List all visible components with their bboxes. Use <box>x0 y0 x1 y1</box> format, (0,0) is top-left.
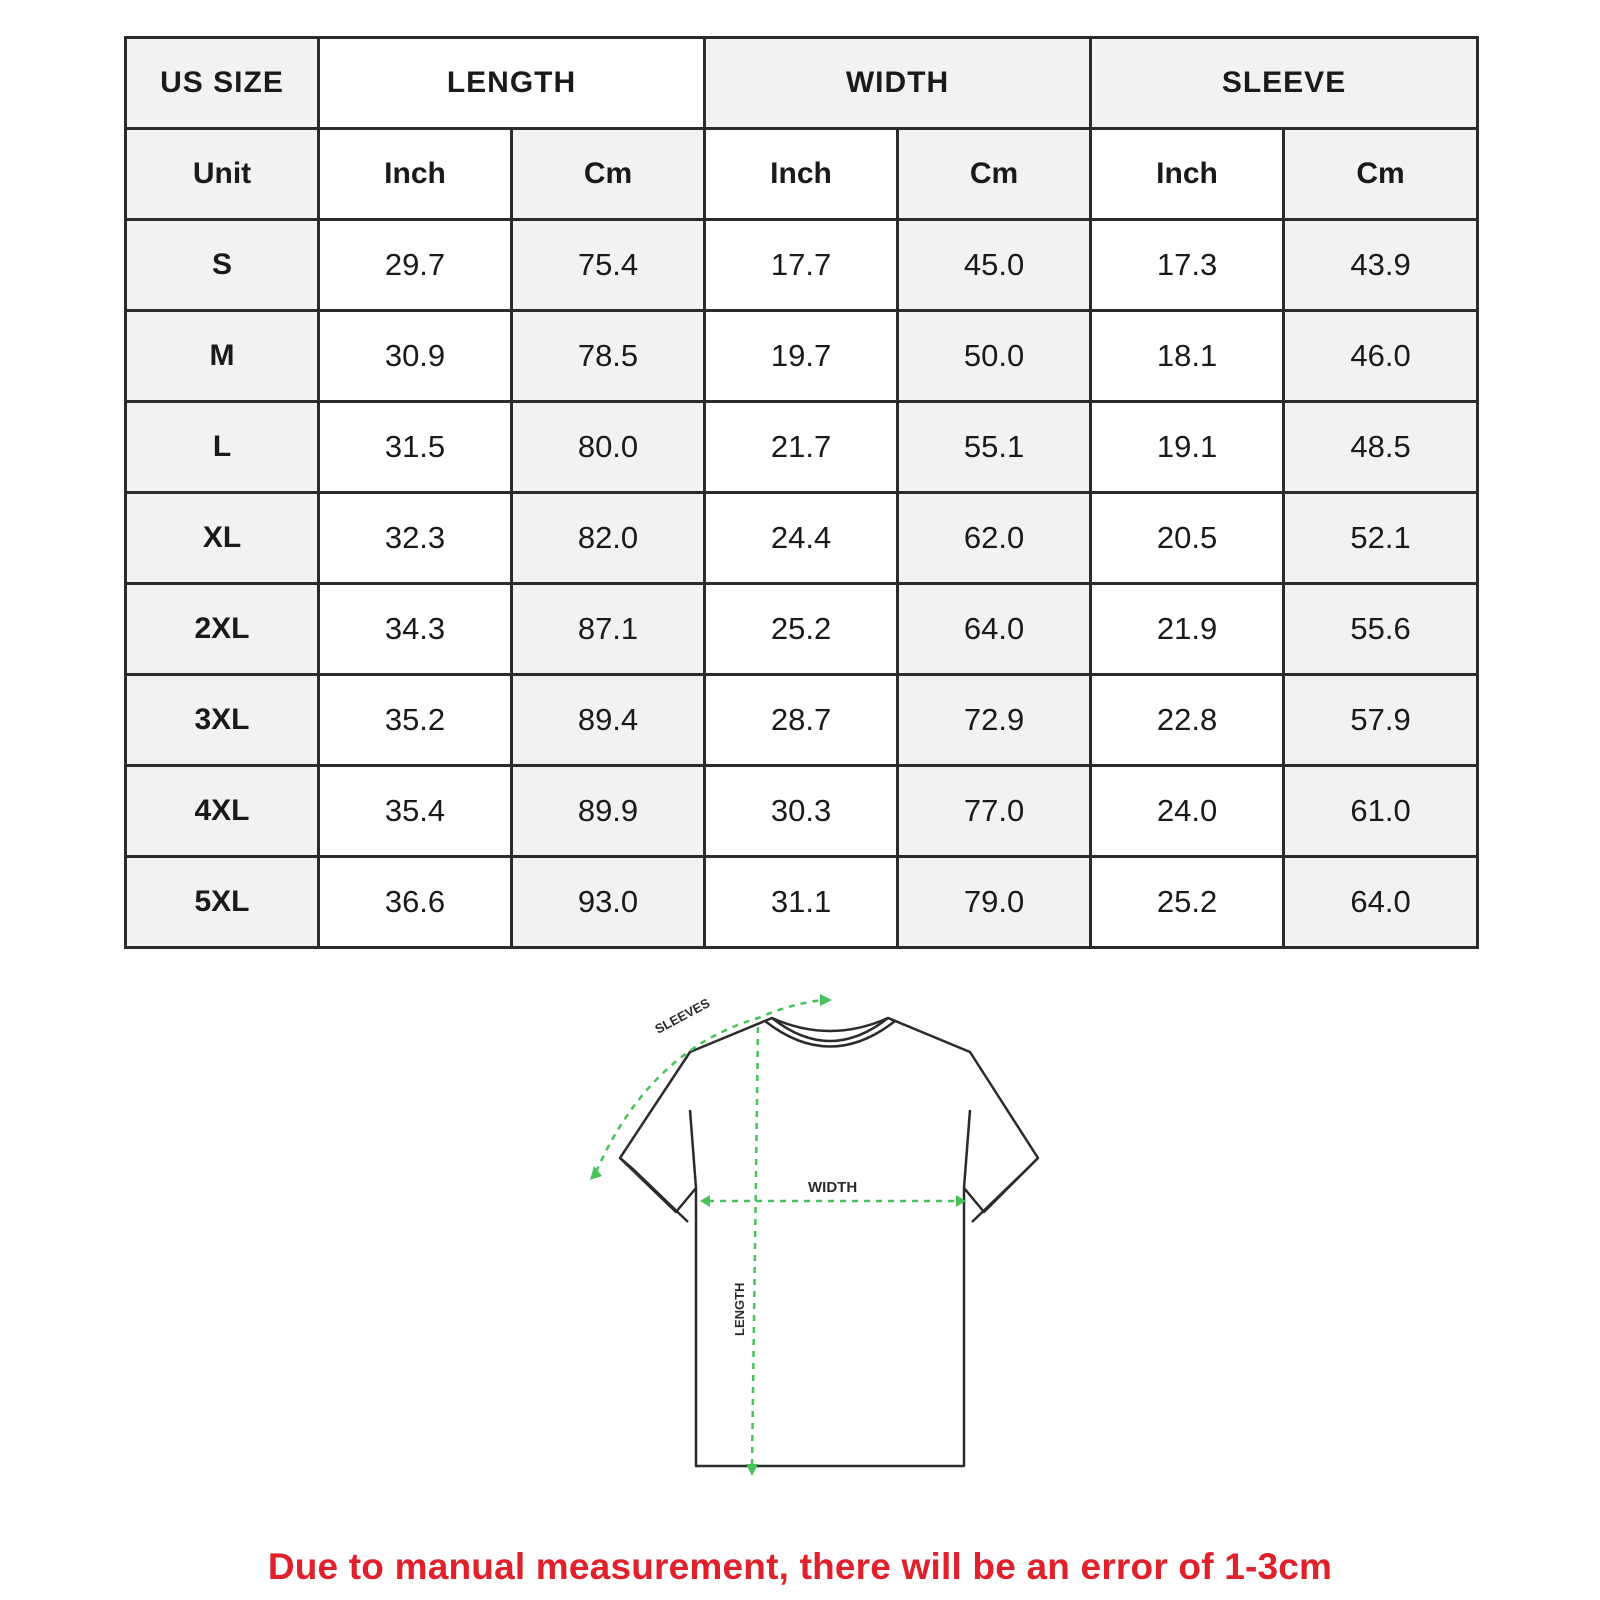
value-cell: 50.0 <box>898 311 1091 402</box>
value-cell: 89.9 <box>512 766 705 857</box>
value-cell: 22.8 <box>1091 675 1284 766</box>
width-header: WIDTH <box>705 38 1091 129</box>
table-row <box>126 220 1478 311</box>
unit-label: Unit <box>126 129 319 220</box>
value-cell: 64.0 <box>1284 857 1478 948</box>
value-cell: 64.0 <box>898 584 1091 675</box>
size-cell: XL <box>126 493 319 584</box>
value-cell: 75.4 <box>512 220 705 311</box>
value-cell: 19.7 <box>705 311 898 402</box>
table-row <box>126 402 1478 493</box>
value-cell: 46.0 <box>1284 311 1478 402</box>
size-cell: S <box>126 220 319 311</box>
value-cell: 35.2 <box>319 675 512 766</box>
value-cell: 32.3 <box>319 493 512 584</box>
value-cell: 61.0 <box>1284 766 1478 857</box>
value-cell: 17.7 <box>705 220 898 311</box>
value-cell: 78.5 <box>512 311 705 402</box>
value-cell: 48.5 <box>1284 402 1478 493</box>
length-arrow-line <box>752 1027 758 1466</box>
value-cell: 31.1 <box>705 857 898 948</box>
value-cell: 28.7 <box>705 675 898 766</box>
value-cell: 79.0 <box>898 857 1091 948</box>
value-cell: 21.9 <box>1091 584 1284 675</box>
arrow-heads <box>590 994 966 1476</box>
sleeves-label: SLEEVES <box>652 995 713 1037</box>
size-cell: 2XL <box>126 584 319 675</box>
size-chart-table <box>124 36 1479 949</box>
unit-cell: Inch <box>319 129 512 220</box>
value-cell: 25.2 <box>1091 857 1284 948</box>
value-cell: 35.4 <box>319 766 512 857</box>
measurement-arrows <box>596 1000 958 1466</box>
length-label: LENGTH <box>732 1282 747 1336</box>
value-cell: 82.0 <box>512 493 705 584</box>
tshirt-outline-icon <box>620 1018 1038 1466</box>
size-cell: 3XL <box>126 675 319 766</box>
sleeve-arrow-line <box>596 1000 822 1172</box>
value-cell: 24.0 <box>1091 766 1284 857</box>
value-cell: 29.7 <box>319 220 512 311</box>
tshirt-measurement-diagram <box>560 990 1120 1510</box>
value-cell: 36.6 <box>319 857 512 948</box>
table-row <box>126 675 1478 766</box>
value-cell: 87.1 <box>512 584 705 675</box>
size-cell: 4XL <box>126 766 319 857</box>
value-cell: 30.3 <box>705 766 898 857</box>
unit-cell: Cm <box>898 129 1091 220</box>
value-cell: 31.5 <box>319 402 512 493</box>
length-header: LENGTH <box>319 38 705 129</box>
table-row <box>126 493 1478 584</box>
value-cell: 89.4 <box>512 675 705 766</box>
size-cell: M <box>126 311 319 402</box>
value-cell: 62.0 <box>898 493 1091 584</box>
unit-cell: Cm <box>512 129 705 220</box>
value-cell: 72.9 <box>898 675 1091 766</box>
size-cell: L <box>126 402 319 493</box>
units-row <box>126 129 1478 220</box>
table-row <box>126 584 1478 675</box>
table-body <box>126 129 1478 948</box>
table-header-row <box>126 38 1478 129</box>
value-cell: 57.9 <box>1284 675 1478 766</box>
value-cell: 55.1 <box>898 402 1091 493</box>
size-cell: 5XL <box>126 857 319 948</box>
table-row <box>126 766 1478 857</box>
us-size-header: US SIZE <box>126 38 319 129</box>
value-cell: 21.7 <box>705 402 898 493</box>
value-cell: 18.1 <box>1091 311 1284 402</box>
value-cell: 43.9 <box>1284 220 1478 311</box>
measurement-error-note: Due to manual measurement, there will be an error of 1-3cm <box>267 1546 1333 1587</box>
unit-cell: Inch <box>705 129 898 220</box>
value-cell: 30.9 <box>319 311 512 402</box>
value-cell: 77.0 <box>898 766 1091 857</box>
value-cell: 80.0 <box>512 402 705 493</box>
value-cell: 52.1 <box>1284 493 1478 584</box>
value-cell: 17.3 <box>1091 220 1284 311</box>
value-cell: 45.0 <box>898 220 1091 311</box>
value-cell: 34.3 <box>319 584 512 675</box>
value-cell: 24.4 <box>705 493 898 584</box>
value-cell: 25.2 <box>705 584 898 675</box>
value-cell: 55.6 <box>1284 584 1478 675</box>
unit-cell: Inch <box>1091 129 1284 220</box>
table-row <box>126 311 1478 402</box>
sleeve-header: SLEEVE <box>1091 38 1478 129</box>
unit-cell: Cm <box>1284 129 1478 220</box>
value-cell: 19.1 <box>1091 402 1284 493</box>
value-cell: 20.5 <box>1091 493 1284 584</box>
value-cell: 93.0 <box>512 857 705 948</box>
width-label: WIDTH <box>808 1179 858 1196</box>
table-row <box>126 857 1478 948</box>
